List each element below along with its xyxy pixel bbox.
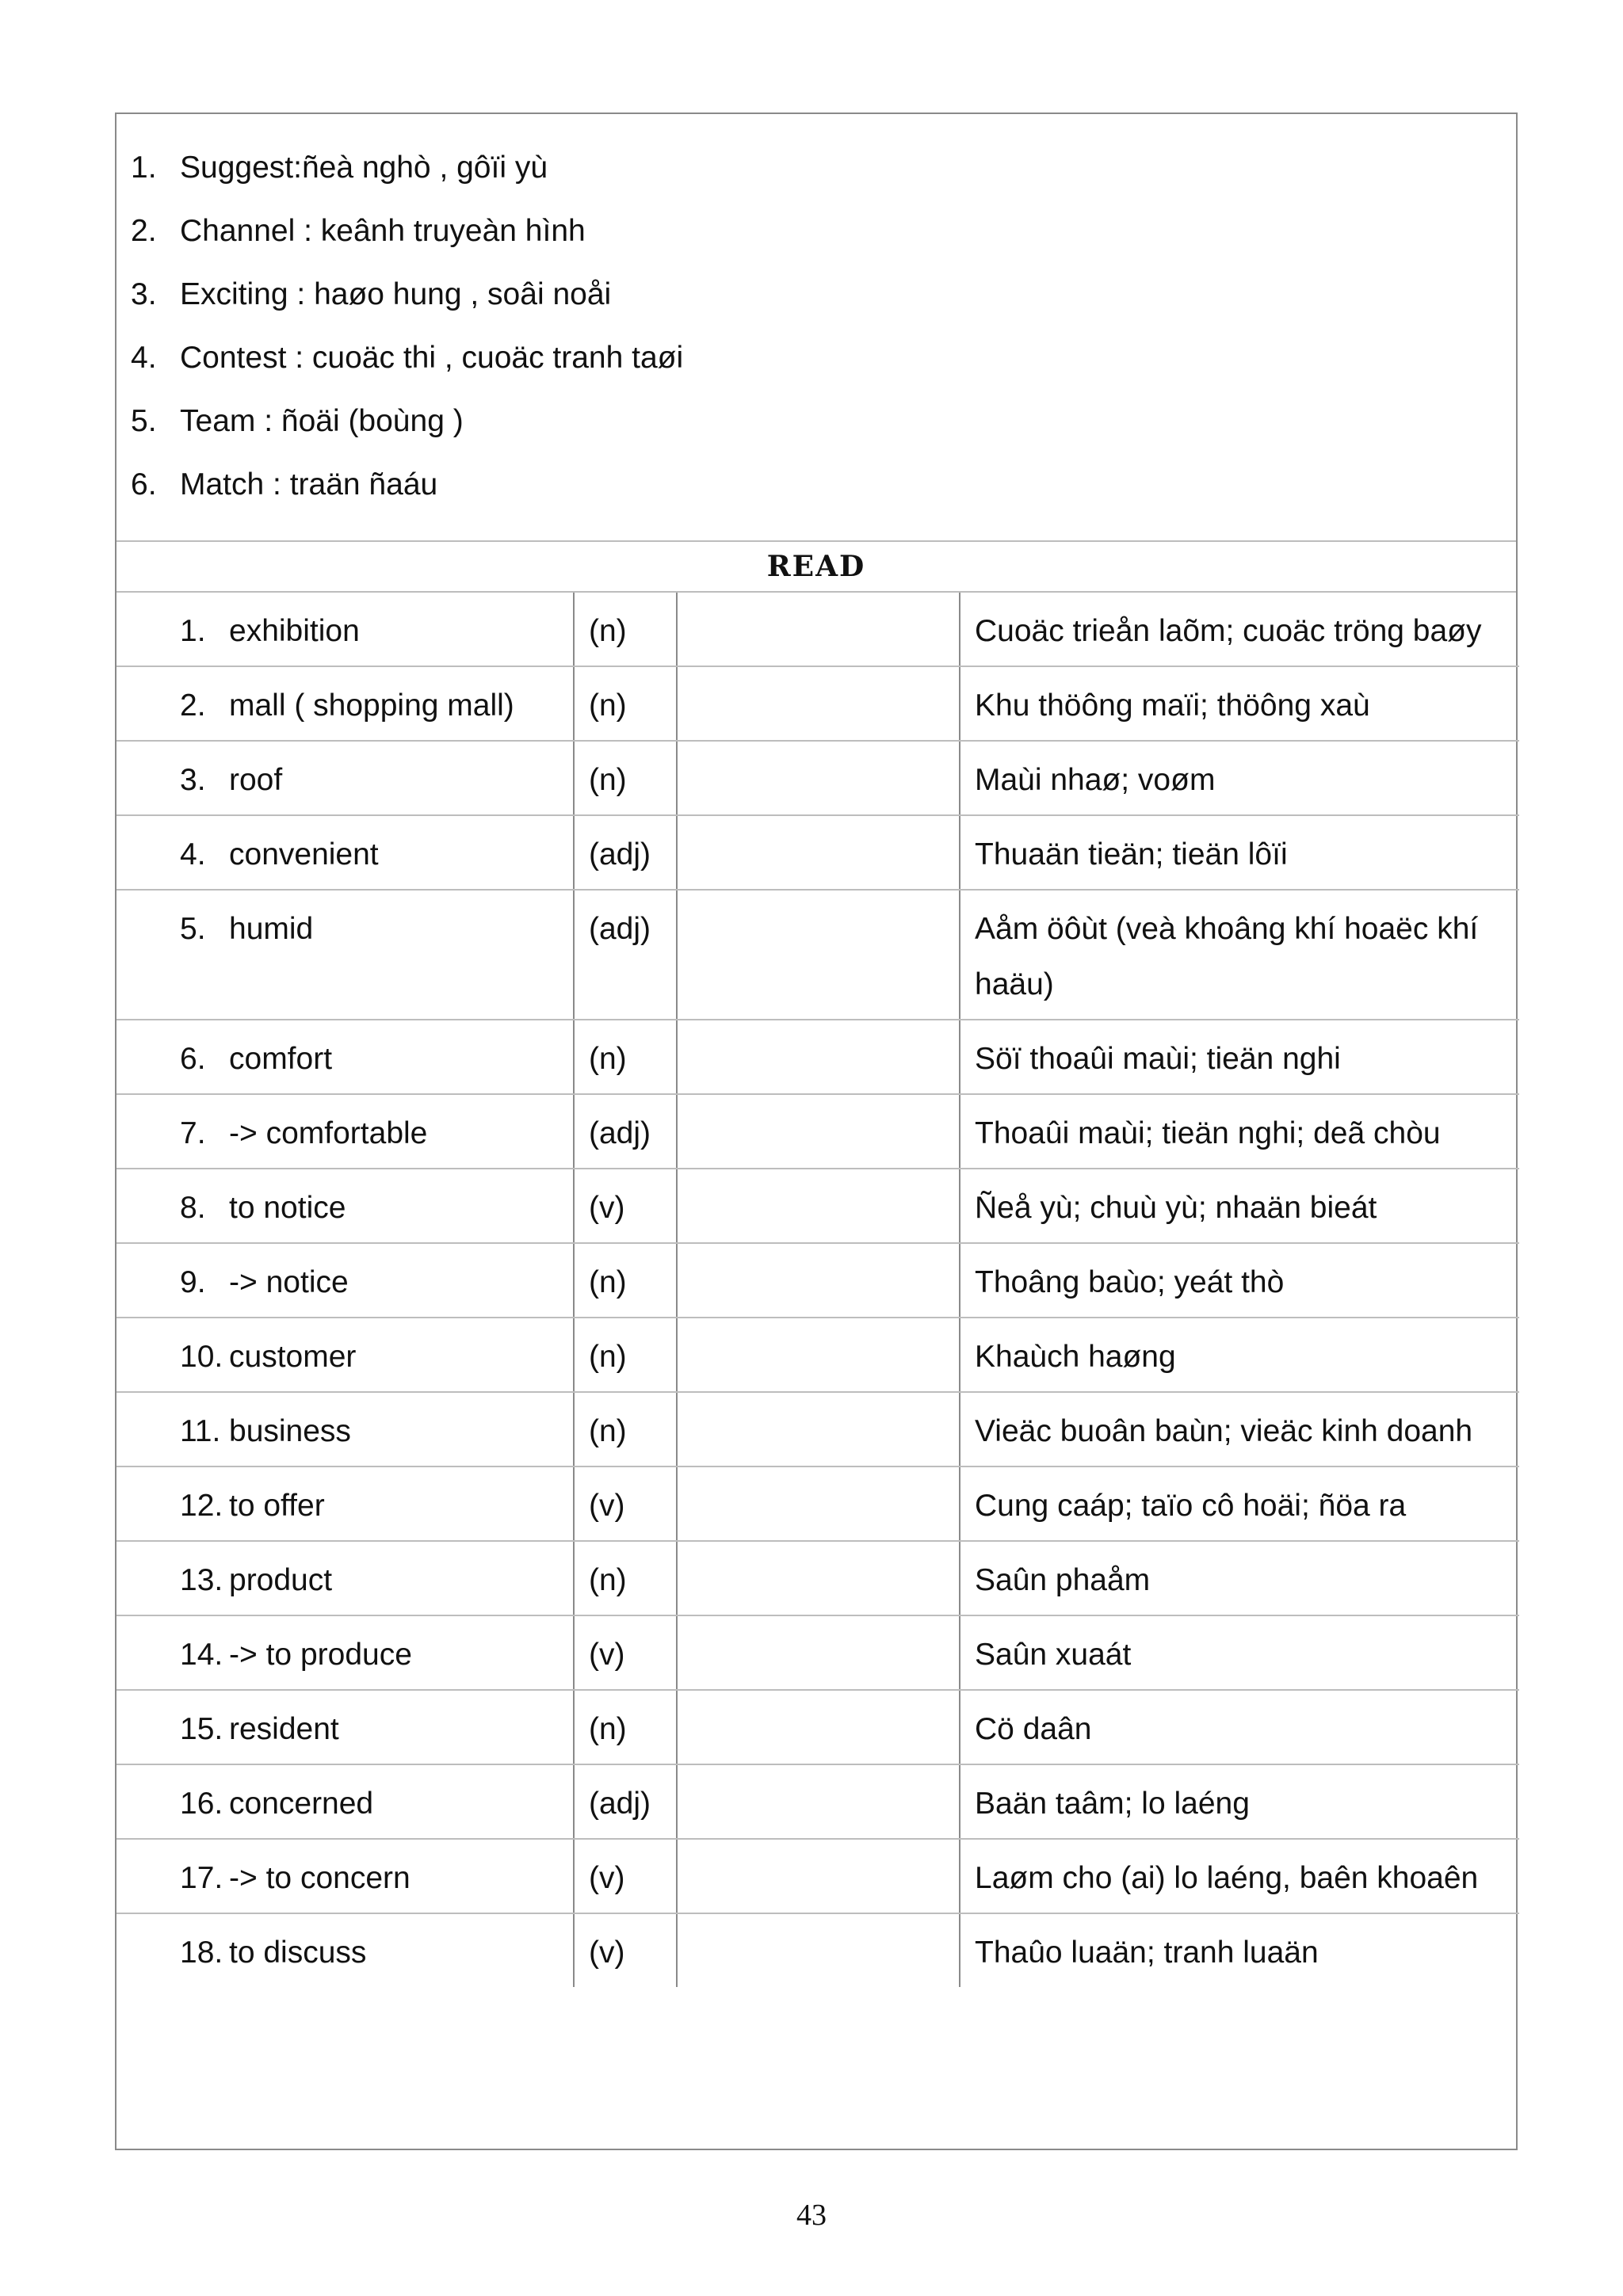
meaning-cell: Khaùch haøng <box>960 1318 1519 1392</box>
part-of-speech-cell: (v) <box>574 1466 677 1541</box>
term-cell <box>116 815 574 890</box>
term-number: 7. <box>180 1116 206 1150</box>
intro-list-item <box>131 263 683 326</box>
meaning-cell: Saûn phaåm <box>960 1541 1519 1615</box>
meaning-cell: Cung caáp; taïo cô hoäi; ñöa ra <box>960 1466 1519 1541</box>
term-number: 5. <box>180 912 206 946</box>
table-row <box>116 1169 1519 1243</box>
intro-section <box>116 114 1516 542</box>
blank-cell <box>677 1020 960 1094</box>
blank-cell <box>677 1243 960 1318</box>
blank-cell <box>677 1615 960 1690</box>
table-row <box>116 1243 1519 1318</box>
document-frame <box>115 113 1518 2150</box>
table-row <box>116 1764 1519 1839</box>
intro-item-number: 4. <box>131 341 157 375</box>
term-number: 18. <box>180 1936 223 1970</box>
term-cell <box>116 1392 574 1466</box>
term-cell <box>116 1169 574 1243</box>
part-of-speech-cell: (n) <box>574 1392 677 1466</box>
meaning-cell: Laøm cho (ai) lo laéng, baên khoaên <box>960 1839 1519 1913</box>
intro-list <box>131 136 683 517</box>
term-text: concerned <box>229 1787 374 1821</box>
term-text: to offer <box>229 1489 325 1523</box>
term-cell <box>116 1615 574 1690</box>
blank-cell <box>677 1913 960 1987</box>
meaning-cell: Thoaûi maùi; tieän nghi; deã chòu <box>960 1094 1519 1169</box>
intro-item-number: 5. <box>131 404 157 438</box>
term-text: resident <box>229 1712 339 1746</box>
term-cell <box>116 1690 574 1764</box>
term-cell <box>116 1094 574 1169</box>
intro-list-item <box>131 136 683 200</box>
part-of-speech-cell: (n) <box>574 1541 677 1615</box>
blank-cell <box>677 1169 960 1243</box>
intro-item-text: Channel : keânh truyeàn hình <box>180 214 586 248</box>
table-row <box>116 666 1519 741</box>
part-of-speech-cell: (adj) <box>574 1764 677 1839</box>
term-number: 2. <box>180 688 206 723</box>
meaning-cell: Cö daân <box>960 1690 1519 1764</box>
term-text: exhibition <box>229 614 360 648</box>
term-cell <box>116 1839 574 1913</box>
term-number: 16. <box>180 1787 223 1821</box>
term-text: mall ( shopping mall) <box>229 688 514 723</box>
blank-cell <box>677 1541 960 1615</box>
meaning-cell: Vieäc buoân baùn; vieäc kinh doanh <box>960 1392 1519 1466</box>
table-row <box>116 1392 1519 1466</box>
term-text: customer <box>229 1340 357 1374</box>
part-of-speech-cell: (adj) <box>574 1094 677 1169</box>
term-number: 14. <box>180 1638 223 1672</box>
term-cell <box>116 1764 574 1839</box>
table-row <box>116 593 1519 666</box>
table-row <box>116 1541 1519 1615</box>
term-text: to discuss <box>229 1936 367 1970</box>
term-text: -> comfortable <box>229 1116 428 1150</box>
meaning-cell: Thoâng baùo; yeát thò <box>960 1243 1519 1318</box>
term-cell <box>116 593 574 666</box>
meaning-cell: Aåm öôùt (veà khoâng khí hoaëc khí haäu) <box>960 890 1519 1020</box>
term-text: business <box>229 1414 351 1448</box>
intro-item-text: Contest : cuoäc thi , cuoäc tranh taøi <box>180 341 684 375</box>
blank-cell <box>677 666 960 741</box>
term-text: convenient <box>229 837 379 871</box>
table-row <box>116 1094 1519 1169</box>
table-row <box>116 1913 1519 1987</box>
part-of-speech-cell: (n) <box>574 1318 677 1392</box>
term-number: 17. <box>180 1861 223 1895</box>
term-cell <box>116 1913 574 1987</box>
vocabulary-table <box>116 593 1519 1987</box>
term-number: 8. <box>180 1191 206 1225</box>
part-of-speech-cell: (n) <box>574 1243 677 1318</box>
table-row <box>116 1318 1519 1392</box>
blank-cell <box>677 593 960 666</box>
term-cell <box>116 1020 574 1094</box>
blank-cell <box>677 1764 960 1839</box>
part-of-speech-cell: (n) <box>574 1020 677 1094</box>
intro-item-number: 3. <box>131 277 157 311</box>
intro-item-number: 2. <box>131 214 157 248</box>
table-row <box>116 1466 1519 1541</box>
part-of-speech-cell: (n) <box>574 593 677 666</box>
part-of-speech-cell: (n) <box>574 666 677 741</box>
term-text: -> notice <box>229 1265 349 1299</box>
term-number: 11. <box>180 1414 221 1448</box>
term-number: 12. <box>180 1489 223 1523</box>
table-row <box>116 741 1519 815</box>
intro-item-number: 6. <box>131 467 157 502</box>
meaning-cell: Khu thöông maïi; thöông xaù <box>960 666 1519 741</box>
blank-cell <box>677 1839 960 1913</box>
table-row <box>116 1839 1519 1913</box>
part-of-speech-cell: (adj) <box>574 815 677 890</box>
term-cell <box>116 1466 574 1541</box>
intro-list-item <box>131 390 683 453</box>
term-text: -> to concern <box>229 1861 411 1895</box>
term-number: 10. <box>180 1340 223 1374</box>
intro-item-text: Match : traän ñaáu <box>180 467 438 502</box>
meaning-cell: Söï thoaûi maùi; tieän nghi <box>960 1020 1519 1094</box>
term-text: product <box>229 1563 333 1597</box>
blank-cell <box>677 741 960 815</box>
blank-cell <box>677 1094 960 1169</box>
intro-list-item <box>131 453 683 517</box>
meaning-cell: Thaûo luaän; tranh luaän <box>960 1913 1519 1987</box>
meaning-cell: Baän taâm; lo laéng <box>960 1764 1519 1839</box>
term-text: humid <box>229 912 314 946</box>
vocabulary-table-body <box>116 593 1519 1987</box>
blank-cell <box>677 815 960 890</box>
part-of-speech-cell: (n) <box>574 1690 677 1764</box>
term-cell <box>116 666 574 741</box>
blank-cell <box>677 1392 960 1466</box>
intro-item-number: 1. <box>131 151 157 185</box>
term-cell <box>116 1243 574 1318</box>
table-row <box>116 815 1519 890</box>
intro-item-text: Suggest:ñeà nghò , gôïi yù <box>180 151 548 185</box>
meaning-cell: Cuoäc trieån laõm; cuoäc tröng baøy <box>960 593 1519 666</box>
term-number: 15. <box>180 1712 223 1746</box>
term-cell <box>116 1318 574 1392</box>
term-text: to notice <box>229 1191 346 1225</box>
intro-item-text: Exciting : haøo hung , soâi noåi <box>180 277 612 311</box>
term-cell <box>116 741 574 815</box>
term-number: 4. <box>180 837 206 871</box>
part-of-speech-cell: (v) <box>574 1615 677 1690</box>
term-text: comfort <box>229 1042 333 1076</box>
meaning-cell: Ñeå yù; chuù yù; nhaän bieát <box>960 1169 1519 1243</box>
term-number: 3. <box>180 763 206 797</box>
term-number: 1. <box>180 614 206 648</box>
intro-list-item <box>131 200 683 263</box>
term-text: roof <box>229 763 283 797</box>
intro-list-item <box>131 326 683 390</box>
blank-cell <box>677 1466 960 1541</box>
blank-cell <box>677 1690 960 1764</box>
meaning-cell: Saûn xuaát <box>960 1615 1519 1690</box>
table-row <box>116 1020 1519 1094</box>
term-cell <box>116 1541 574 1615</box>
part-of-speech-cell: (v) <box>574 1839 677 1913</box>
meaning-cell: Maùi nhaø; voøm <box>960 741 1519 815</box>
section-title: READ <box>116 542 1516 593</box>
term-number: 9. <box>180 1265 206 1299</box>
term-number: 13. <box>180 1563 223 1597</box>
table-row <box>116 890 1519 1020</box>
part-of-speech-cell: (v) <box>574 1913 677 1987</box>
part-of-speech-cell: (n) <box>574 741 677 815</box>
blank-cell <box>677 1318 960 1392</box>
table-row <box>116 1690 1519 1764</box>
blank-cell <box>677 890 960 1020</box>
intro-item-text: Team : ñoäi (boùng ) <box>180 404 464 438</box>
term-cell <box>116 890 574 1020</box>
table-row <box>116 1615 1519 1690</box>
meaning-cell: Thuaän tieän; tieän lôïi <box>960 815 1519 890</box>
page-number: 43 <box>796 2199 827 2232</box>
term-number: 6. <box>180 1042 206 1076</box>
term-text: -> to produce <box>229 1638 412 1672</box>
part-of-speech-cell: (v) <box>574 1169 677 1243</box>
part-of-speech-cell: (adj) <box>574 890 677 1020</box>
